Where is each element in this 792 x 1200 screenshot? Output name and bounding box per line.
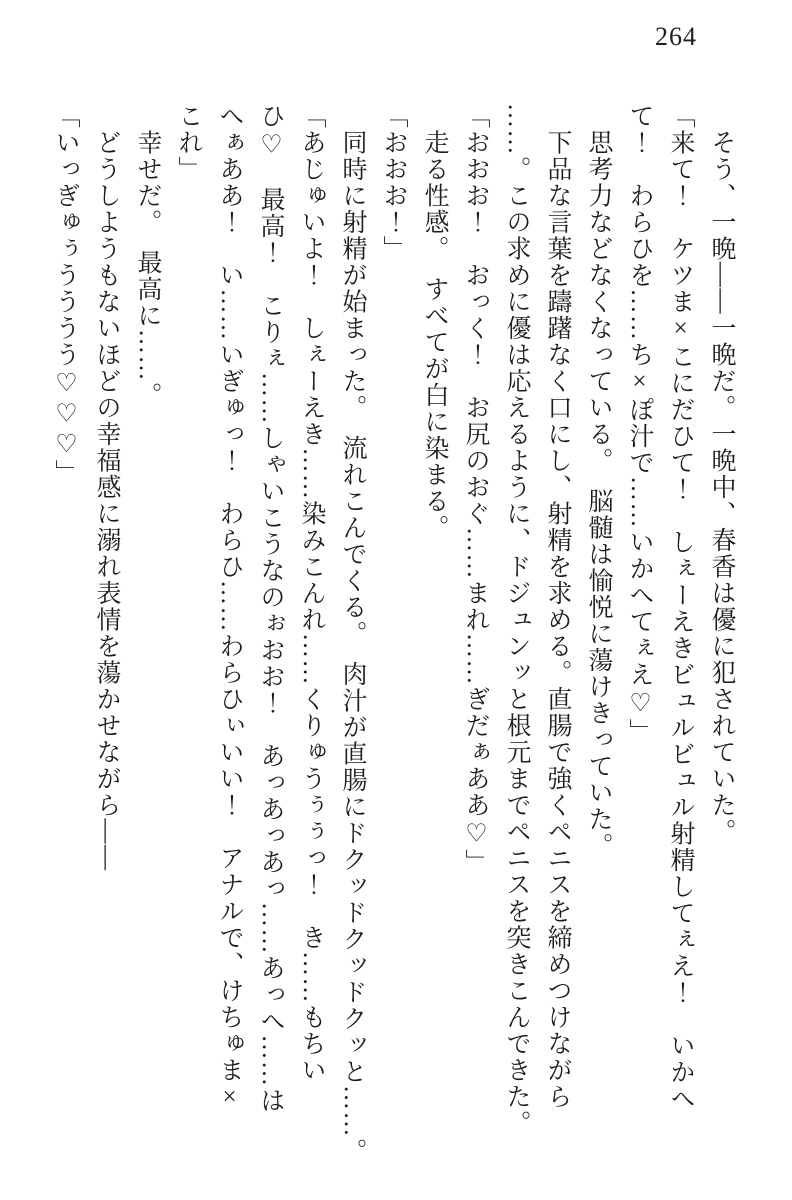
text-line: ……。この求めに優は応えるように、ドジュンッと根元までペニスを突きこんできた。	[503, 103, 530, 1137]
text-line: 下品な言葉を躊躇なく口にし、射精を求める。直腸で強くペニスを締めつけながら	[544, 103, 571, 1110]
text-line: 「いっぎゅぅうううう♡♡♡」	[52, 103, 79, 486]
text-line: 思考力などなくなっている。 脳髄は愉悦に蕩けきっていた。	[585, 103, 612, 859]
text-line: これ」	[175, 103, 202, 183]
text-line: 同時に射精が始まった。 流れこんでくる。 肉汁が直腸にドクッドクッドクッと……。	[339, 103, 366, 1165]
text-line: 「来て！ ケツま×こにだひて！ しぇーえきビュルビュル射精してぇえ！ いかへ	[667, 103, 694, 1112]
text-line: そう、一晩——一晩だ。一晩中、春香は優に犯されていた。	[708, 103, 735, 845]
page-number: 264	[655, 22, 697, 51]
text-line: て！ わらひを……ち×ぽ汁で……いかへてぇえ♡」	[626, 103, 653, 745]
text-line: 幸せだ。 最高に……。	[134, 103, 161, 409]
text-line: どうしようもないほどの幸福感に溺れ表情を蕩かせながら——	[93, 103, 120, 872]
text-line: ひ♡ 最高！ こりぇ……しゃいこうなのぉおお！ あっあっあっ……あっへ……は	[257, 103, 284, 1114]
text-line: 「おおお！ おっく！ お尻のおぐ……まれ……ぎだぁああ♡」	[462, 103, 489, 876]
text-line: 走る性感。 すべてが白に染まる。	[421, 103, 448, 541]
vertical-text-block	[45, 103, 742, 1195]
text-line: 「おおお！」	[380, 103, 407, 262]
text-line: 「あじゅいよ！ しぇーえき……染みこんれ……くりゅうぅぅっ！ き……もちい	[298, 103, 325, 1084]
text-line: へぁああ！ い……いぎゅっ！ わらひ……わらひぃいい！ アナルで、けちゅま×	[216, 103, 243, 1112]
